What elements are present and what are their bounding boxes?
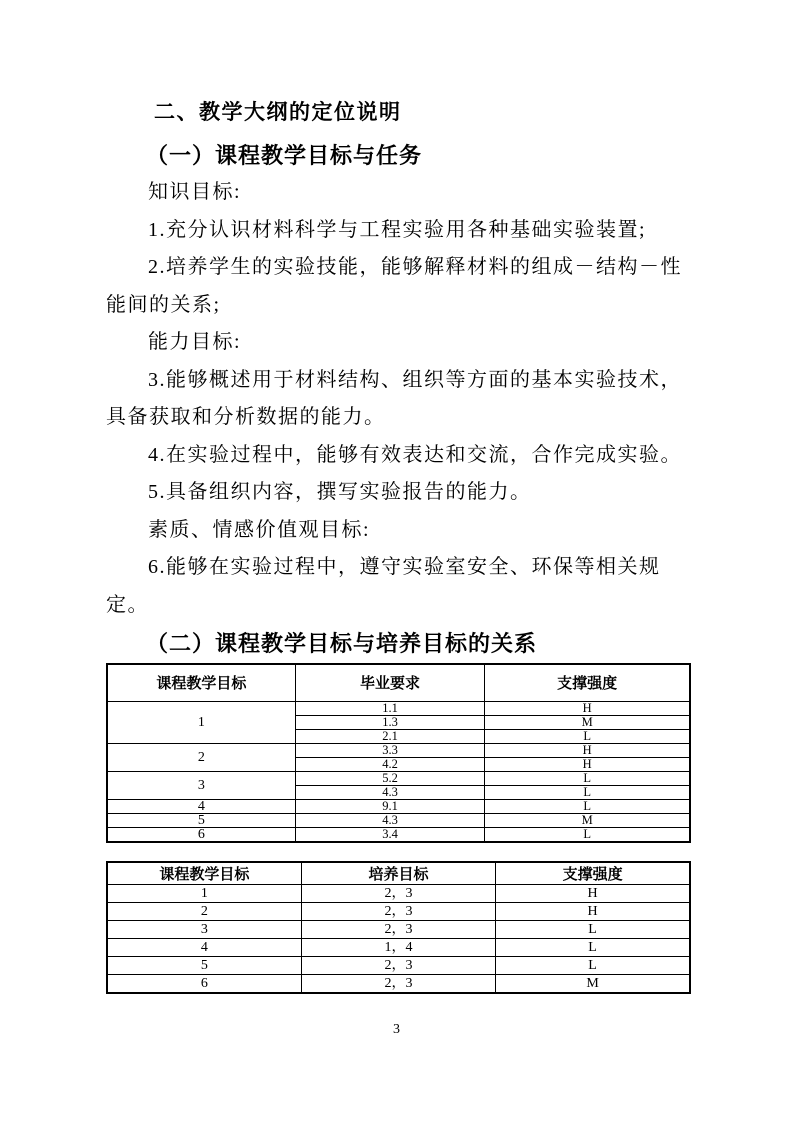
strength-cell: L — [496, 938, 690, 956]
body-paragraph: 1.充分认识材料科学与工程实验用各种基础实验装置; — [148, 218, 647, 241]
training-objectives-table — [106, 861, 691, 994]
table-row — [107, 743, 690, 757]
objective-cell: 5 — [107, 813, 295, 827]
objective-cell: 4 — [107, 799, 295, 813]
objective-cell: 1 — [107, 701, 295, 743]
objective-cell: 3 — [107, 771, 295, 799]
table-row — [107, 938, 690, 956]
strength-cell: L — [485, 827, 690, 842]
strength-cell: L — [485, 729, 690, 743]
strength-cell: H — [485, 701, 690, 715]
strength-cell: M — [496, 974, 690, 993]
objective-cell: 2 — [107, 743, 295, 771]
body-paragraph: 知识目标: — [148, 181, 242, 203]
body-paragraph: 6.能够在实验过程中，遵守实验室安全、环保等相关规定。 — [106, 556, 661, 616]
requirement-cell: 1.3 — [295, 715, 484, 729]
strength-cell: L — [496, 956, 690, 974]
body-paragraph: 2.培养学生的实验技能，能够解释材料的组成－结构－性能间的关系; — [106, 256, 682, 316]
objective-cell: 6 — [107, 974, 301, 993]
table1-body — [107, 701, 690, 842]
requirement-cell: 5.2 — [295, 771, 484, 785]
table2-header — [107, 862, 690, 885]
target-cell: 1，4 — [301, 938, 495, 956]
column-header: 课程教学目标 — [107, 862, 301, 885]
table-row — [107, 974, 690, 993]
table-row — [107, 771, 690, 785]
table-row — [107, 799, 690, 813]
subsection-heading-relationship: （二）课程教学目标与培养目标的关系 — [146, 631, 538, 656]
subsection-heading-objectives: （一）课程教学目标与任务 — [146, 143, 423, 168]
strength-cell: L — [496, 920, 690, 938]
strength-cell: H — [485, 757, 690, 771]
strength-cell: H — [485, 743, 690, 757]
column-header: 课程教学目标 — [107, 664, 295, 701]
requirement-cell: 4.2 — [295, 757, 484, 771]
requirement-cell: 4.3 — [295, 813, 484, 827]
body-paragraph: 能力目标: — [148, 331, 242, 353]
page-content — [106, 0, 691, 994]
requirement-cell: 1.1 — [295, 701, 484, 715]
body-paragraph: 素质、情感价值观目标: — [148, 518, 371, 541]
strength-cell: L — [485, 785, 690, 799]
table-row — [107, 920, 690, 938]
strength-cell: H — [496, 902, 690, 920]
body-paragraph: 4.在实验过程中，能够有效表达和交流，合作完成实验。 — [148, 443, 682, 466]
objective-cell: 2 — [107, 902, 301, 920]
table-row — [107, 813, 690, 827]
table-row — [107, 956, 690, 974]
body-paragraph: 3.能够概述用于材料结构、组织等方面的基本实验技术，具备获取和分析数据的能力。 — [106, 368, 682, 428]
column-header: 培养目标 — [301, 862, 495, 885]
target-cell: 2，3 — [301, 956, 495, 974]
table-header-row — [107, 862, 690, 885]
strength-cell: L — [485, 799, 690, 813]
target-cell: 2，3 — [301, 974, 495, 993]
requirement-cell: 2.1 — [295, 729, 484, 743]
graduation-requirements-table — [106, 663, 691, 843]
strength-cell: M — [485, 715, 690, 729]
requirement-cell: 3.4 — [295, 827, 484, 842]
objective-cell: 6 — [107, 827, 295, 842]
table-row — [107, 827, 690, 842]
table-row — [107, 902, 690, 920]
column-header: 毕业要求 — [295, 664, 484, 701]
objective-cell: 5 — [107, 956, 301, 974]
strength-cell: L — [485, 771, 690, 785]
table-row — [107, 701, 690, 715]
objective-cell: 1 — [107, 884, 301, 902]
target-cell: 2，3 — [301, 920, 495, 938]
target-cell: 2，3 — [301, 902, 495, 920]
table1-header — [107, 664, 690, 701]
table2-body — [107, 884, 690, 993]
objective-cell: 4 — [107, 938, 301, 956]
strength-cell: M — [485, 813, 690, 827]
page-number: 3 — [393, 1022, 400, 1037]
objective-cell: 3 — [107, 920, 301, 938]
table-row — [107, 884, 690, 902]
section-heading: 二、教学大纲的定位说明 — [154, 101, 402, 124]
requirement-cell: 9.1 — [295, 799, 484, 813]
body-paragraphs — [106, 174, 691, 624]
column-header: 支撑强度 — [496, 862, 690, 885]
table-header-row — [107, 664, 690, 701]
strength-cell: H — [496, 884, 690, 902]
requirement-cell: 4.3 — [295, 785, 484, 799]
requirement-cell: 3.3 — [295, 743, 484, 757]
column-header: 支撑强度 — [485, 664, 690, 701]
body-paragraph: 5.具备组织内容，撰写实验报告的能力。 — [148, 481, 532, 503]
target-cell: 2，3 — [301, 884, 495, 902]
